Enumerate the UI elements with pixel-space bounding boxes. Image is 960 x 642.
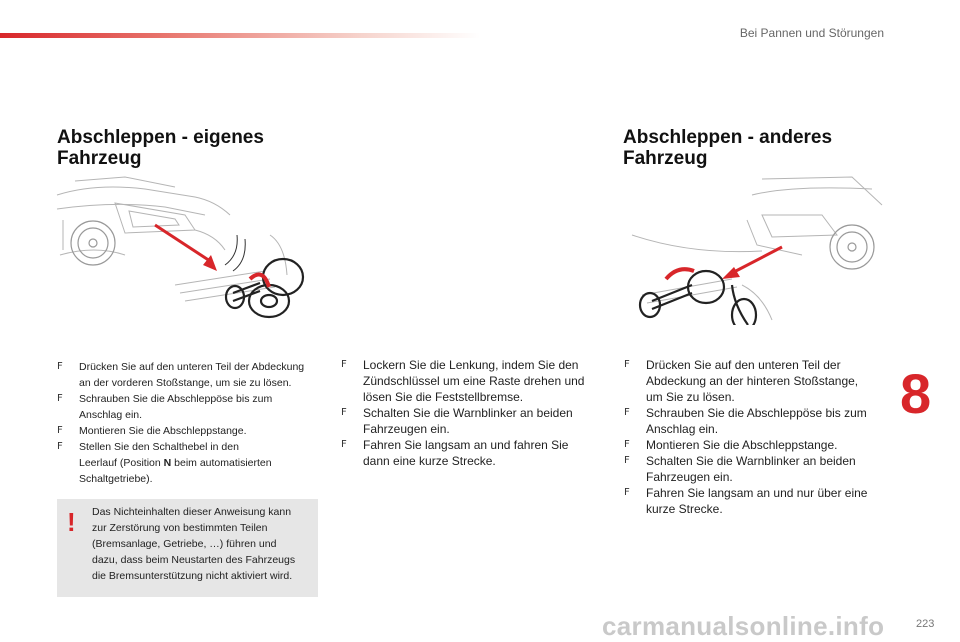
list-item [624,357,894,405]
warning-line: dazu, dass beim Neustarten des Fahrzeugs [92,554,296,566]
watermark: carmanualsonline.info [602,611,885,641]
bullet-marker: F [624,455,630,466]
left-title [57,127,337,169]
list-item [57,439,327,487]
left-title-line1: Abschleppen - eigenes [57,127,264,148]
front-towing-illustration [55,175,317,325]
section-title: Bei Pannen und Störungen [739,26,884,40]
right-title [623,127,903,169]
step-text: kurze Strecke. [646,502,723,516]
list-item [341,437,611,469]
bullet-marker: F [57,393,63,404]
bullet-marker: F [57,425,63,436]
right-steps [624,357,894,517]
bullet-marker: F [624,439,630,450]
step-text: um Sie zu lösen. [646,390,735,404]
step-text: Fahrzeugen ein. [363,422,450,436]
step-text: Zündschlüssel um eine Raste drehen und [363,374,585,388]
warning-box [57,499,318,597]
step-text: Montieren Sie die Abschleppstange. [79,425,247,437]
bullet-marker: F [624,407,630,418]
list-item [57,423,327,439]
step-text: beim automatisierten [171,457,272,469]
list-item [624,453,894,485]
step-text: Leerlauf (Position [79,457,164,469]
left-title-line2: Fahrzeug [57,148,142,169]
warning-icon: ! [67,507,76,537]
step-text: Drücken Sie auf den unteren Teil der Abdeckung [79,361,305,373]
step-text: Schaltgetriebe). [79,473,153,485]
step-text: dann eine kurze Strecke. [363,454,496,468]
step-text: Schrauben Sie die Abschleppöse bis zum [79,393,273,405]
step-text: Lockern Sie die Lenkung, indem Sie den [363,358,579,372]
step-text: Fahrzeugen ein. [646,470,733,484]
bullet-marker: F [341,439,347,450]
step-text: Anschlag ein. [646,422,719,436]
warning-line: (Bremsanlage, Getriebe, …) führen und [92,538,277,550]
warning-line: die Bremsunterstützung nicht aktiviert wird. [92,570,293,582]
bullet-marker: F [624,487,630,498]
step-text: an der vorderen Stoßstange, um sie zu lösen. [79,377,292,389]
bullet-marker: F [57,361,63,372]
warning-line: zur Zerstörung von bestimmten Teilen [92,522,268,534]
list-item [341,357,611,405]
warning-text [92,504,312,584]
step-text: Fahren Sie langsam an und fahren Sie [363,438,569,452]
right-title-line1: Abschleppen - anderes [623,127,833,148]
bullet-marker: F [341,407,347,418]
step-text: Stellen Sie den Schalthebel in den [79,441,239,453]
left-steps [57,359,327,487]
right-title-line2: Fahrzeug [623,148,708,169]
step-text: Abdeckung an der hinteren Stoßstange, [646,374,859,388]
list-item [57,359,327,391]
step-text: Schalten Sie die Warnblinker an beiden [646,454,856,468]
list-item [624,405,894,437]
gear-position-n: N [163,457,172,469]
list-item [624,485,894,517]
warning-line: Das Nichteinhalten dieser Anweisung kann [92,506,292,518]
step-text: Schrauben Sie die Abschleppöse bis zum [646,406,867,420]
list-item [57,391,327,423]
middle-steps [341,357,611,469]
list-item [341,405,611,437]
bullet-marker: F [624,359,630,370]
step-text: Drücken Sie auf den unteren Teil der [646,358,841,372]
step-text: Montieren Sie die Abschleppstange. [646,438,838,452]
bullet-marker: F [57,441,63,452]
step-text: Schalten Sie die Warnblinker an beiden [363,406,573,420]
step-text: Fahren Sie langsam an und nur über eine [646,486,868,500]
chapter-number: 8 [900,362,932,425]
bullet-marker: F [341,359,347,370]
header-accent-bar [0,33,480,38]
step-text: Anschlag ein. [79,409,143,421]
page-number: 223 [916,618,935,630]
rear-towing-illustration [622,175,884,325]
step-text: lösen Sie die Feststellbremse. [363,390,524,404]
list-item [624,437,894,453]
